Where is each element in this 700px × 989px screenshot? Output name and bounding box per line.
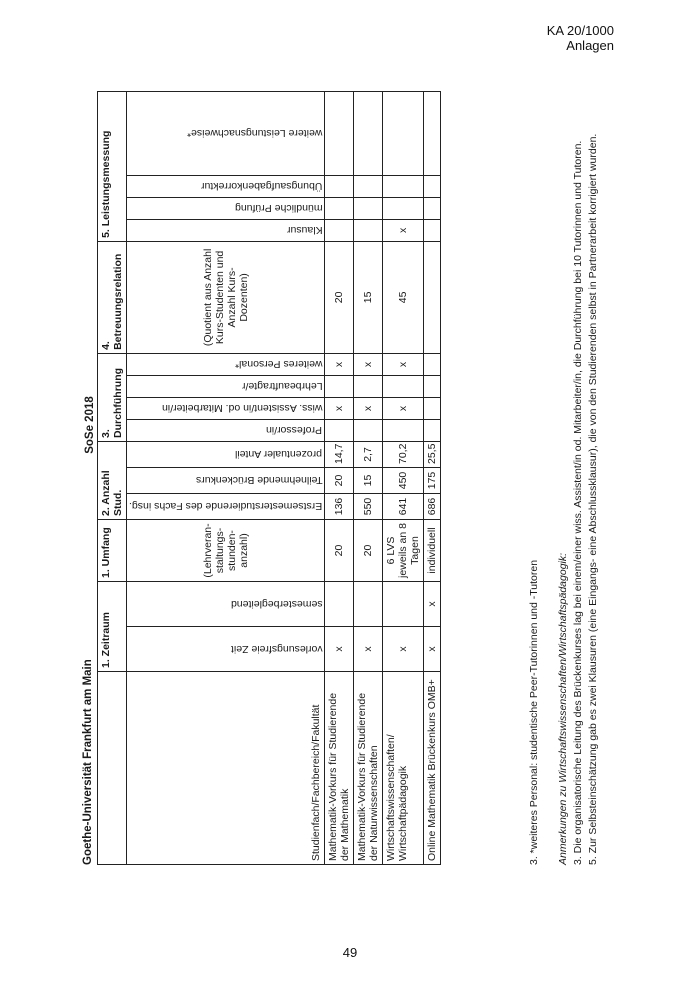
- institution-name: Goethe-Universität Frankfurt am Main: [82, 659, 94, 865]
- cell-other-staff: [424, 353, 441, 375]
- cell-other-staff: x: [325, 353, 354, 375]
- cell-ratio: 15: [354, 241, 383, 353]
- cell-exam: x: [383, 219, 424, 241]
- group-ratio: 4. Betreuungsrelation: [98, 241, 127, 353]
- table-row: [383, 91, 424, 864]
- cell-ratio: 20: [325, 241, 354, 353]
- cell-concurrent: [354, 582, 383, 627]
- table-row: [325, 91, 354, 864]
- field-header: Studienfach/Fachbereich/Fakultät: [127, 672, 325, 865]
- cell-free-time: x: [354, 627, 383, 672]
- attachment-label: Anlagen: [566, 38, 614, 53]
- cell-share: 2,7: [354, 441, 383, 467]
- participants-header: Teilnehmende Brückenkurs: [127, 468, 325, 494]
- exercise-correction-header: Übungsaufgabenkorrektur: [127, 175, 325, 197]
- remark-3: 3. Die organisatorische Leitung des Brückenkurses lag bei einem/einer wiss. Assistent/in od. Mitarbeiter/in, die Durchführung bei 10 Tutorinnen und Tutoren.: [572, 140, 584, 865]
- cell-free-time: x: [424, 627, 441, 672]
- cell-lecturer: [424, 375, 441, 397]
- bridge-course-table: [97, 91, 441, 865]
- page-number: 49: [342, 945, 358, 960]
- cell-exam: [354, 219, 383, 241]
- cell-professor: [354, 419, 383, 441]
- cell-first-semester: 136: [325, 494, 354, 520]
- first-semester-header: Erstsemesterstudierende des Fachs insg.: [127, 494, 325, 520]
- cell-other-perf: [354, 91, 383, 175]
- cell-other-perf: [325, 91, 354, 175]
- cell-oral: [325, 197, 354, 219]
- cell-lecturer: [383, 375, 424, 397]
- group-header-row: [98, 91, 127, 864]
- cell-lecturer: [325, 375, 354, 397]
- cell-share: 25,5: [424, 441, 441, 467]
- ratio-note-header: (Quotient aus Anzahl Kurs-Studenten und Anzahl Kurs-Dozenten): [127, 241, 325, 353]
- cell-participants: 175: [424, 468, 441, 494]
- page-header: [547, 23, 614, 53]
- assistant-header: wiss. Assistent/in od. Mitarbeiter/in: [127, 397, 325, 419]
- cell-first-semester: 550: [354, 494, 383, 520]
- group-assessment: 5. Leistungsmessung: [98, 91, 127, 241]
- cell-scope: 20: [354, 520, 383, 582]
- row-field: Online Mathematik Brückenkurs OMB+: [424, 672, 441, 865]
- cell-participants: 20: [325, 468, 354, 494]
- table-row: [424, 91, 441, 864]
- scope-note-header: (Lehrveran-staltungs-stunden-anzahl): [127, 520, 325, 582]
- lecturer-header: Lehrbeauftragte/r: [127, 375, 325, 397]
- cell-concurrent: [383, 582, 424, 627]
- row-field: Mathematik-Vorkurs für Studierende der Mathematik: [325, 672, 354, 865]
- cell-scope: individuell: [424, 520, 441, 582]
- cell-exercise: [383, 175, 424, 197]
- cell-professor: [383, 419, 424, 441]
- group-period: 1. Zeitraum: [98, 582, 127, 672]
- cell-assistant: [424, 397, 441, 419]
- sub-header-row: [127, 91, 325, 864]
- cell-exercise: [354, 175, 383, 197]
- cell-ratio: [424, 241, 441, 353]
- cell-concurrent: [325, 582, 354, 627]
- remarks-title: Anmerkungen zu Wirtschaftswissenschaften/Wirtschaftspädagogik:: [557, 552, 569, 865]
- other-staff-header: weiteres Personal*: [127, 353, 325, 375]
- cell-exercise: [424, 175, 441, 197]
- document-id: KA 20/1000: [546, 23, 614, 38]
- row-field: Mathematik-Vorkurs für Studierende der Naturwissenschaften: [354, 672, 383, 865]
- cell-lecturer: [354, 375, 383, 397]
- staff-footnote: 3. *weiteres Personal: studentische Peer-Tutorinnen und -Tutoren: [528, 559, 540, 865]
- cell-professor: [325, 419, 354, 441]
- cell-other-staff: x: [354, 353, 383, 375]
- cell-scope: 20: [325, 520, 354, 582]
- cell-assistant: x: [383, 397, 424, 419]
- cell-assistant: x: [325, 397, 354, 419]
- semester-label: SoSe 2018: [84, 396, 96, 454]
- cell-other-staff: x: [383, 353, 424, 375]
- cell-participants: 15: [354, 468, 383, 494]
- row-field: Wirtschaftswissenschaften/ Wirtschaftpädagogik: [383, 672, 424, 865]
- rotated-table-section: [82, 115, 599, 865]
- professor-header: Professor/in: [127, 419, 325, 441]
- cell-professor: [424, 419, 441, 441]
- remark-5: 5. Zur Selbsteinschätzung gab es zwei Klausuren (eine Eingangs- eine Abschlussklausur), die von den Studierenden selbst in Partnerarbeit korrigiert wurden.: [587, 133, 599, 865]
- cell-first-semester: 641: [383, 494, 424, 520]
- share-header: prozentualer Anteil: [127, 441, 325, 467]
- cell-first-semester: 686: [424, 494, 441, 520]
- cell-oral: [424, 197, 441, 219]
- exam-header: Klausur: [127, 219, 325, 241]
- cell-oral: [383, 197, 424, 219]
- cell-participants: 450: [383, 468, 424, 494]
- other-performance-header: weitere Leistungsnachweise*: [127, 91, 325, 175]
- concurrent-header: semesterbegleitend: [127, 582, 325, 627]
- group-scope: 1. Umfang: [98, 520, 127, 582]
- cell-free-time: x: [325, 627, 354, 672]
- cell-assistant: x: [354, 397, 383, 419]
- free-time-header: vorlesungsfreie Zeit: [127, 627, 325, 672]
- cell-oral: [354, 197, 383, 219]
- cell-other-perf: [383, 91, 424, 175]
- oral-exam-header: mündliche Prüfung: [127, 197, 325, 219]
- cell-exercise: [325, 175, 354, 197]
- group-delivery: 3. Durchführung: [98, 353, 127, 441]
- table-row: [354, 91, 383, 864]
- field-group-header: [98, 672, 127, 865]
- group-students: 2. Anzahl Stud.: [98, 441, 127, 519]
- cell-exam: [424, 219, 441, 241]
- cell-share: 70,2: [383, 441, 424, 467]
- cell-scope: 6 LVS jeweils an 8 Tagen: [383, 520, 424, 582]
- cell-other-perf: [424, 91, 441, 175]
- cell-concurrent: x: [424, 582, 441, 627]
- cell-share: 14,7: [325, 441, 354, 467]
- footnotes: [527, 105, 601, 865]
- cell-ratio: 45: [383, 241, 424, 353]
- cell-free-time: x: [383, 627, 424, 672]
- cell-exam: [325, 219, 354, 241]
